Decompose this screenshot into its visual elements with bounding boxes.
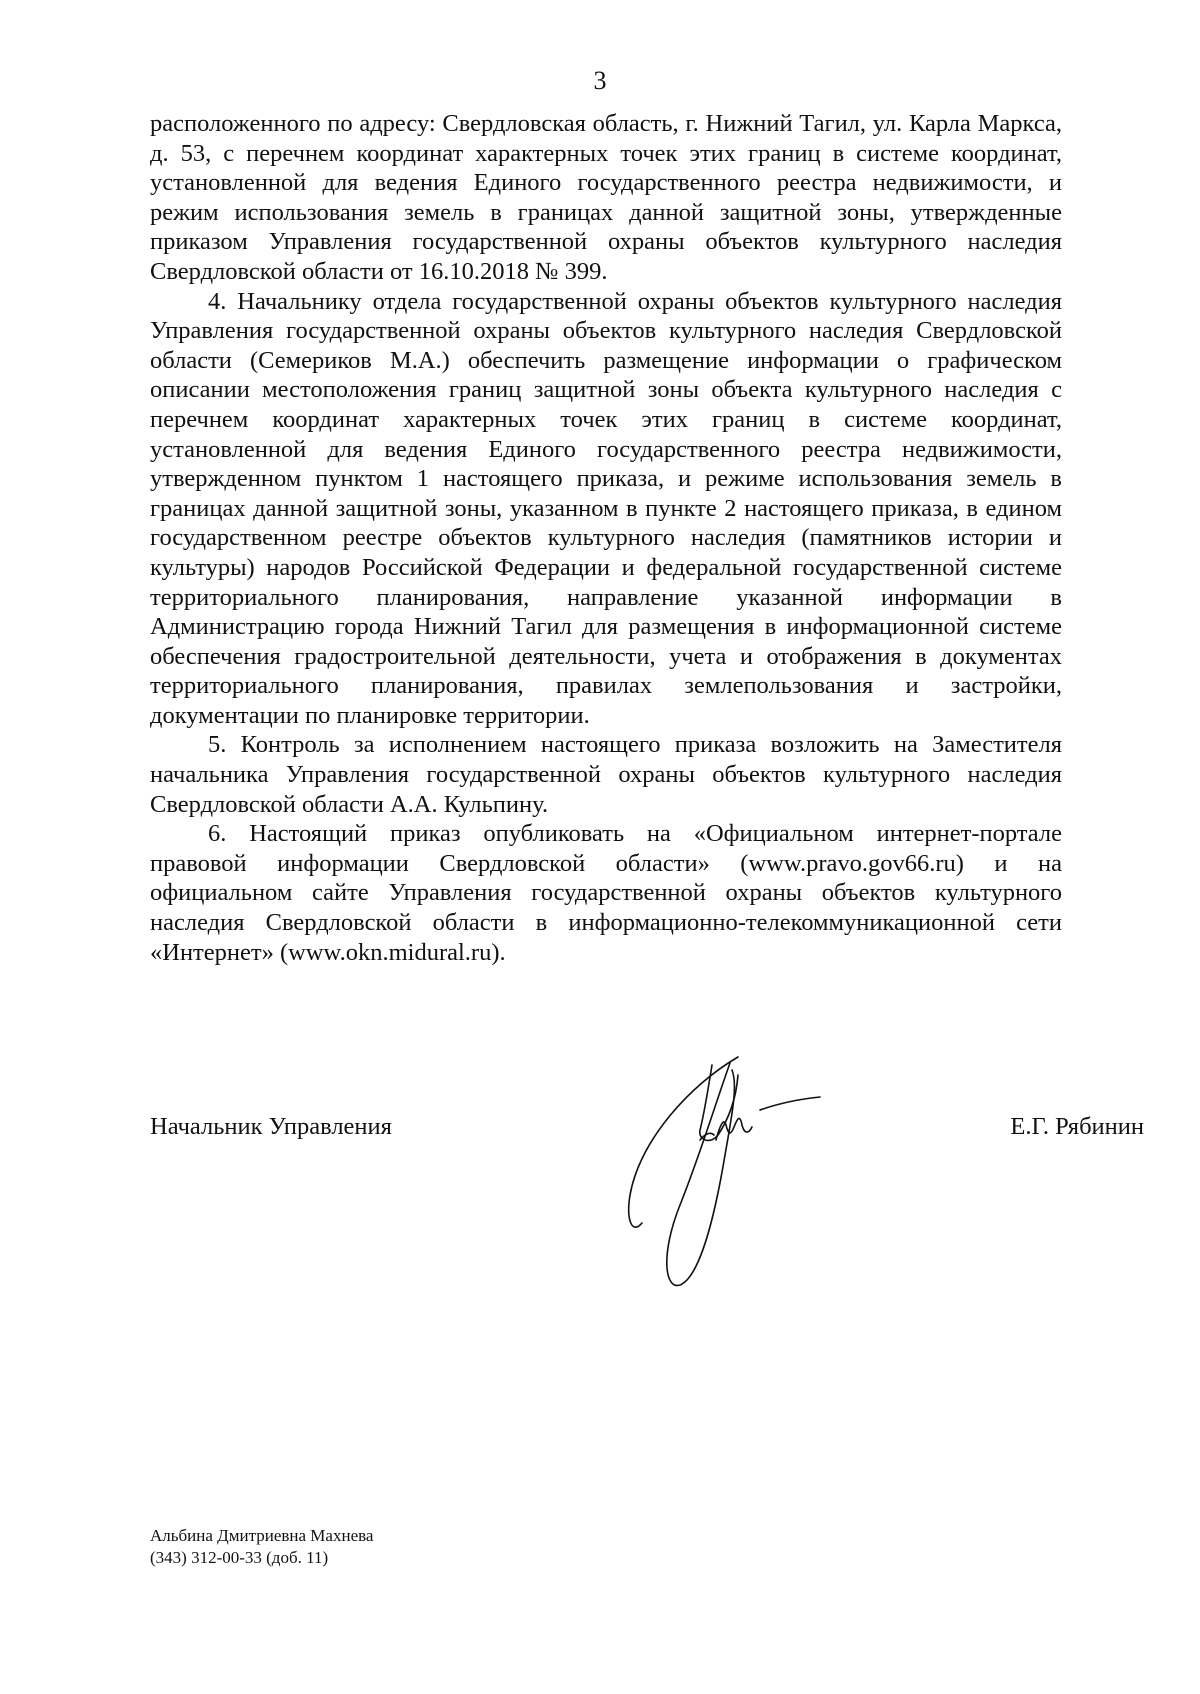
paragraph-3-continuation: расположенного по адресу: Свердловская область, г. Нижний Тагил, ул. Карла Маркса, д. 53, с перечнем координат характерных точек этих границ в системе координат, установленной для ведения Единого государственного реестра недвижимости, и режим использования земель в границах данной защитной зоны, утвержденные приказом Управления государственной охраны объектов культурного наследия Свердловской области от 16.10.2018 № 399. [150, 110, 1062, 285]
signatory-name: Е.Г. Рябинин [1010, 1113, 1144, 1140]
page-number: 3 [593, 66, 607, 95]
signatory-title: Начальник Управления [150, 1113, 392, 1140]
executor-info [150, 1525, 373, 1569]
document-body [150, 109, 1062, 967]
paragraph-6: 6. Настоящий приказ опубликовать на «Официальном интернет-портале правовой информации Свердловской области» (www.pravo.gov66.ru) и на официальном сайте Управления государственной охраны объектов культурного наследия Свердловской области в информационно-телекоммуникационной сети «Интернет» (www.okn.midural.ru). [150, 820, 1062, 966]
executor-name: Альбина Дмитриевна Махнева [150, 1526, 374, 1545]
handwritten-signature [620, 1045, 870, 1305]
executor-phone: (343) 312-00-33 (доб. 11) [150, 1548, 329, 1567]
paragraph-5: 5. Контроль за исполнением настоящего приказа возложить на Заместителя начальника Управления государственной охраны объектов культурного наследия Свердловской области А.А. Кульпину. [150, 731, 1062, 818]
paragraph-4: 4. Начальнику отдела государственной охраны объектов культурного наследия Управления государственной охраны объектов культурного наследия Свердловской области (Семериков М.А.) обеспечить размещение информации о графическом описании местоположения границ защитной зоны объекта культурного наследия с перечнем координат характерных точек этих границ в системе координат, установленной для ведения Единого государственного реестра недвижимости, утвержденном пунктом 1 настоящего приказа, и режиме использования земель в границах данной защитной зоны, указанном в пункте 2 настоящего приказа, в едином государственном реестре объектов культурного наследия (памятников истории и культуры) народов Российской Федерации и федеральной государственной системе территориального планирования, направление указанной информации в Администрацию города Нижний Тагил для размещения в информационной системе обеспечения градостроительной деятельности, учета и отображения в документах территориального планирования, правилах землепользования и застройки, документации по планировке территории. [150, 287, 1062, 729]
